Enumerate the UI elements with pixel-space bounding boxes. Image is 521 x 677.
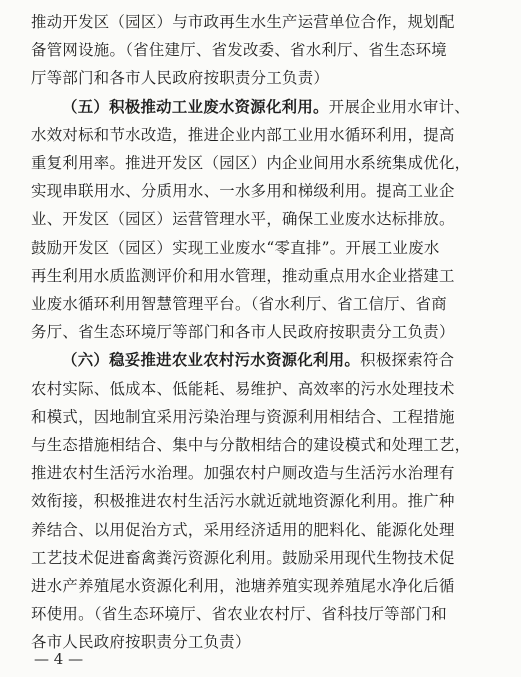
text-line: 备管网设施。（省住建厅、省发改委、省水利厅、省生态环境: [31, 41, 447, 60]
page-number: — 4 —: [34, 650, 84, 668]
text-line: 厅等部门和各市人民政府按职责分工负责）: [31, 69, 330, 88]
text-line: 业、开发区（园区）运营管理水平，确保工业废水达标排放。: [31, 210, 455, 229]
text-line: 水效对标和节水改造，推进企业内部工业用水循环利用，提高: [31, 125, 455, 144]
text-line: 进水产养殖尾水资源化利用，池塘养殖实现养殖尾水净化后循: [31, 577, 455, 595]
text-line: 与生态措施相结合、集中与分散相结合的建设模式和处理工艺，: [31, 436, 471, 454]
text-span: 积极探索符合: [360, 351, 455, 370]
section-5-first-line: [62, 93, 493, 121]
text-line: 环使用。（省生态环境厅、省农业农村厅、省科技厅等部门和: [31, 605, 447, 624]
text-span: 开展企业用水审计、: [328, 97, 470, 116]
text-line: 务厅、省生态环境厅等部门和各市人民政府按职责分工负责）: [31, 323, 455, 342]
section-6-first-line: [62, 346, 493, 374]
text-line: 工艺技术促进畜禽粪污资源化利用。鼓励采用现代生物技术促: [31, 548, 455, 567]
section-5-heading: （五）积极推动工业废水资源化利用。: [62, 97, 329, 116]
text-line: 业废水循环利用智慧管理平台。（省水利厅、省工信厅、省商: [31, 295, 447, 313]
text-line: 各市人民政府按职责分工负责）: [31, 633, 251, 652]
text-line: 和模式，因地制宜采用污染治理与资源利用相结合、工程措施: [31, 407, 455, 426]
text-line: 效衔接，积极推进农村生活污水就近就地资源化利用。推广种: [31, 492, 455, 511]
text-line: 推进农村生活污水治理。加强农村户厕改造与生活污水治理有: [31, 464, 455, 483]
text-line: 鼓励开发区（园区）实现工业废水“零直排”。开展工业废水: [31, 238, 440, 257]
text-line: 实现串联用水、分质用水、一水多用和梯级利用。提高工业企: [31, 182, 455, 201]
text-line: 养结合、以用促治方式，采用经济适用的肥料化、能源化处理: [31, 520, 455, 539]
text-line: 推动开发区（园区）与市政再生水生产运营单位合作，规划配: [31, 13, 455, 31]
text-line: 重复利用率。推进开发区（园区）内企业间用水系统集成优化，: [31, 154, 471, 172]
text-line: 再生利用水质监测评价和用水管理，推动重点用水企业搭建工: [31, 266, 455, 285]
text-line: 农村实际、低成本、低能耗、易维护、高效率的污水处理技术: [31, 379, 455, 398]
section-6-heading: （六）稳妥推进农业农村污水资源化利用。: [62, 351, 361, 370]
